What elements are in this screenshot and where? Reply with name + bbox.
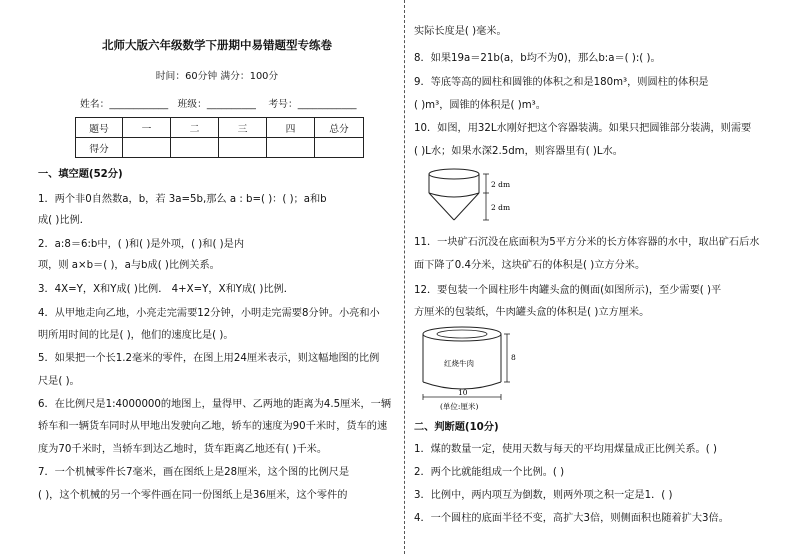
section-heading-judgement: 二、判断题(10分) (414, 422, 499, 433)
score-cell: 三 (219, 118, 267, 138)
score-cell: 一 (123, 118, 171, 138)
score-cell: 题号 (76, 118, 123, 138)
question-10-line-2: ( )L水；如果水深2.5dm，则容器里有( )L水。 (414, 146, 623, 157)
question-11-line-1: 11．一块矿石沉没在底面积为5平方分米的长方体容器的水中，取出矿石后水 (414, 237, 760, 248)
can-top-outer-ellipse (423, 327, 501, 341)
question-12-line-1: 12．要包装一个圆柱形牛肉罐头盒的侧面(如图所示)，至少需要( )平 (414, 285, 722, 296)
question-1-line-1: 1．两个非0自然数a，b，若 3a=5b,那么 a : b=( )：( )；a和b (38, 194, 327, 205)
container-middle-arc (429, 193, 479, 197)
can-top-inner-ellipse (437, 330, 487, 338)
cone-height-label: 2 dm (491, 203, 511, 212)
question-7-continued: 实际长度是( )毫米。 (414, 26, 507, 37)
question-4-line-1: 4．从甲地走向乙地，小亮走完需要12分钟，小明走完需要8分钟。小亮和小 (38, 308, 380, 319)
cylinder-cone-container-figure (420, 165, 540, 225)
container-top-ellipse (429, 169, 479, 179)
page-divider (404, 0, 405, 554)
question-8: 8．如果19a＝21b(a，b均不为0)，那么b:a＝( ):( )。 (414, 53, 661, 64)
score-input-cell[interactable] (315, 138, 364, 158)
judgement-2: 2．两个比就能组成一个比例。( ) (414, 467, 565, 478)
score-cell: 得分 (76, 138, 123, 158)
question-7-line-2: ( )，这个机械的另一个零件画在同一份图纸上是36厘米，这个零件的 (38, 490, 348, 501)
question-2-line-2: 项，则 a×b＝( )，a与b成( )比例关系。 (38, 260, 220, 271)
judgement-3: 3．比例中，两内项互为倒数，则两外项之积一定是1．( ) (414, 490, 673, 501)
question-3: 3．4X=Y，X和Y成( )比例． 4+X=Y，X和Y成( )比例． (38, 284, 294, 295)
question-6-line-1: 6．在比例尺是1:4000000的地图上，量得甲、乙两地的距离为4.5厘米，一辆 (38, 399, 392, 410)
score-table-row-score (76, 138, 364, 158)
can-inner-label: 红烧牛肉 (444, 359, 474, 368)
judgement-4: 4．一个圆柱的底面半径不变，高扩大3倍，则侧面积也随着扩大3倍。 (414, 513, 729, 524)
score-input-cell[interactable] (123, 138, 171, 158)
question-1-line-2: 成( )比例． (38, 215, 90, 226)
question-6-line-3: 度为70千米时，当轿车到达乙地时，货车距离乙地还有( )千米。 (38, 444, 328, 455)
question-5-line-1: 5．如果把一个长1.2毫米的零件，在图上用24厘米表示，则这幅地图的比例 (38, 353, 380, 364)
score-table-row-header (76, 118, 364, 138)
can-height-label: 8 (511, 353, 516, 362)
question-7-line-1: 7．一个机械零件长7毫米，画在图纸上是28厘米，这个图的比例尺是 (38, 467, 350, 478)
cylinder-height-label: 2 dm (491, 180, 511, 189)
can-width-label: 10 (458, 388, 468, 397)
score-input-cell[interactable] (171, 138, 219, 158)
can-label-figure (418, 324, 528, 414)
question-4-line-2: 明所用时间的比是( )，他们的速度比是( )。 (38, 330, 234, 341)
score-cell: 二 (171, 118, 219, 138)
score-input-cell[interactable] (267, 138, 315, 158)
question-10-line-1: 10．如图，用32L水刚好把这个容器装满。如果只把圆锥部分装满，则需要 (414, 123, 752, 134)
score-cell: 四 (267, 118, 315, 138)
section-heading-fill-blank: 一、填空题(52分) (38, 169, 123, 180)
question-2-line-1: 2．a:8＝6:b中，( )和( )是外项，( )和( )是内 (38, 239, 245, 250)
question-9-line-2: ( )m³，圆锥的体积是( )m³。 (414, 100, 546, 111)
score-input-cell[interactable] (219, 138, 267, 158)
question-5-line-2: 尺是( )。 (38, 376, 80, 387)
score-cell: 总分 (315, 118, 364, 138)
page-title: 北师大版六年级数学下册期中易错题型专练卷 (102, 38, 332, 52)
unit-label: (单位:厘米) (440, 402, 479, 411)
question-9-line-1: 9．等底等高的圆柱和圆锥的体积之和是180m³，则圆柱的体积是 (414, 77, 709, 88)
time-score: 时间：60分钟 满分：100分 (155, 71, 279, 82)
question-6-line-2: 轿车和一辆货车同时从甲地出发驶向乙地，轿车的速度为90千米时，货车的速 (38, 421, 388, 432)
score-table (75, 117, 364, 158)
student-info: 姓名：____________ 班级：__________ 考号：____________ (80, 99, 357, 110)
question-11-line-2: 面下降了0.4分米，这块矿石的体积是( )立方分米。 (414, 260, 646, 271)
judgement-1: 1．煤的数量一定，使用天数与每天的平均用煤量成正比例关系。( ) (414, 444, 717, 455)
question-12-line-2: 方厘米的包装纸，牛肉罐头盒的体积是( )立方厘米。 (414, 307, 650, 318)
